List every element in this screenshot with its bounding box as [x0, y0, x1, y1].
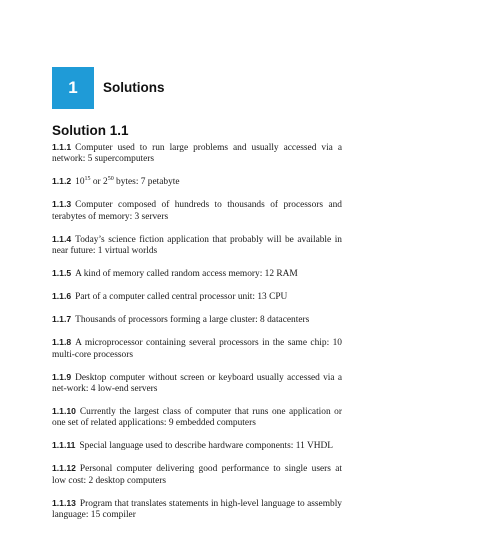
item-text: Thousands of processors forming a large cluster: 8 datacenters [75, 315, 310, 326]
solution-item [52, 234, 342, 258]
chapter-number-box [52, 67, 94, 109]
item-number: 1.1.2 [52, 176, 72, 187]
item-text-base: 10 [75, 177, 85, 188]
item-text: Computer composed of hundreds to thousands of processors and terabytes of memory: 3 servers [52, 200, 342, 222]
solution-item [52, 268, 342, 280]
item-text-rest: bytes: 7 petabyte [113, 177, 180, 188]
item-text: Special language used to describe hardware components: 11 VHDL [79, 441, 333, 452]
item-number: 1.1.5 [52, 268, 72, 279]
item-number: 1.1.3 [52, 199, 72, 210]
solution-item [52, 199, 342, 223]
item-number: 1.1.7 [52, 314, 72, 325]
item-number: 1.1.13 [52, 497, 76, 508]
item-text: Program that translates statements in high-level language to assembly language: 15 compiler [52, 498, 342, 521]
item-text: Personal computer delivering good performance to single users at low cost: 2 desktop computers [52, 464, 342, 486]
item-number: 1.1.11 [52, 440, 76, 451]
item-text: Part of a computer called central processor unit: 13 CPU [75, 292, 288, 303]
solution-item [52, 498, 342, 522]
item-number: 1.1.1 [52, 142, 72, 152]
item-number: 1.1.9 [52, 371, 72, 382]
item-text-mid: or 2 [90, 177, 108, 188]
item-text: Desktop computer without screen or keyboard usually accessed via a net-work: 4 low-end servers [52, 372, 342, 395]
solution-item [52, 142, 342, 166]
solution-item [52, 291, 342, 303]
item-text: Computer used to run large problems and usually accessed via a network: 5 supercomputers [52, 143, 342, 165]
item-number: 1.1.4 [52, 233, 72, 244]
solution-item [52, 176, 342, 188]
solution-item [52, 337, 342, 361]
solution-item [52, 314, 342, 326]
solution-item [52, 440, 342, 452]
solution-item [52, 372, 342, 396]
solution-item [52, 463, 342, 487]
item-number: 1.1.12 [52, 463, 76, 474]
item-number: 1.1.10 [52, 406, 76, 417]
chapter-number: 1 [68, 78, 78, 97]
section-title: Solution 1.1 [52, 123, 129, 138]
item-number: 1.1.8 [52, 337, 72, 348]
item-text: Currently the largest class of computer that runs one application or one set of related applications: 9 embedded computers [52, 407, 342, 429]
solution-list [52, 142, 342, 532]
item-text: A kind of memory called random access memory: 12 RAM [75, 269, 298, 280]
item-text: A microprocessor containing several processors in the same chip: 10 multi-core processors [52, 338, 342, 360]
item-exponent: 15 [84, 176, 91, 183]
item-number: 1.1.6 [52, 291, 72, 302]
chapter-title: Solutions [103, 80, 165, 95]
item-exponent: 50 [107, 176, 114, 183]
solution-item [52, 406, 342, 430]
item-text: Today’s science fiction application that probably will be available in near future: 1 virtual worlds [52, 234, 342, 257]
